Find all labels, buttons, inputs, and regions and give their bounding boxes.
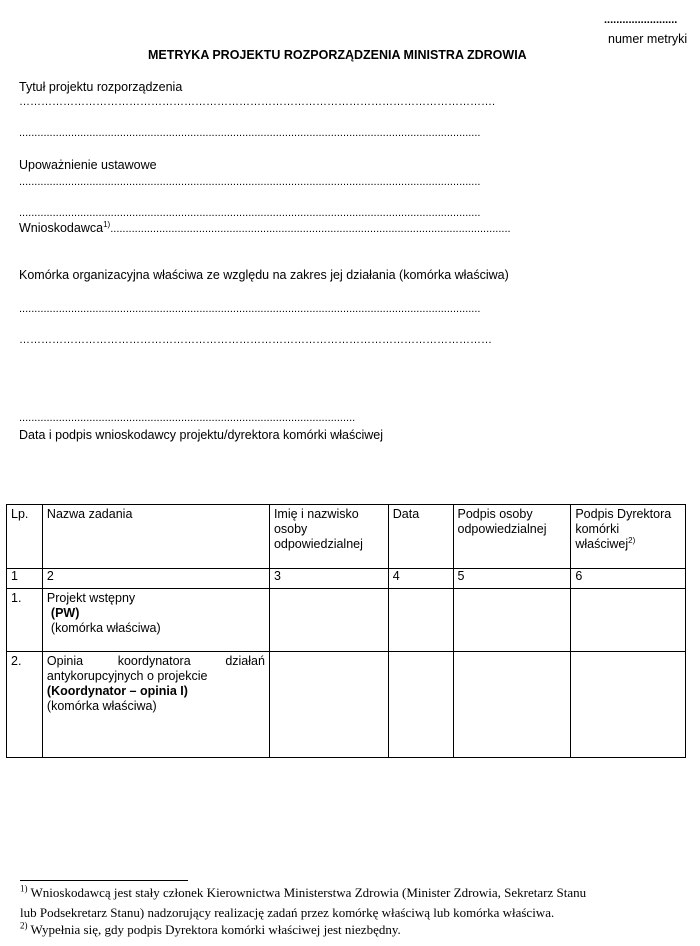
responsible-person-cell[interactable] bbox=[269, 652, 388, 758]
tasks-table bbox=[6, 504, 686, 758]
column-number: 2 bbox=[42, 569, 269, 589]
signature-cell[interactable] bbox=[453, 652, 571, 758]
director-signature-cell[interactable] bbox=[571, 652, 686, 758]
header-director-footnote-mark: 2) bbox=[628, 535, 636, 545]
task-name: Opinia koordynatora działań antykorupcyjnych o projekcie bbox=[46, 654, 265, 683]
signature-label: Data i podpis wnioskodawcy projektu/dyrektora komórki właściwej bbox=[19, 428, 384, 442]
header-director-signature bbox=[571, 505, 686, 569]
table-header-row bbox=[7, 505, 686, 569]
footnote-1-text: Wnioskodawcą jest stały członek Kierownictwa Ministerstwa Zdrowia (Minister Zdrowia, Sekretarz Stanu bbox=[30, 885, 587, 900]
signature-cell[interactable] bbox=[453, 589, 571, 652]
authorization-line-2[interactable]: ....................................................................................................................................................... bbox=[19, 207, 481, 219]
project-title-line-1[interactable]: …………………………………………………………………………………………………………………. bbox=[19, 96, 496, 108]
document-title: METRYKA PROJEKTU ROZPORZĄDZENIA MINISTRA ZDROWIA bbox=[148, 48, 527, 62]
unit-line-1[interactable]: ....................................................................................................................................................... bbox=[19, 303, 481, 315]
metric-number-dots: ........................ bbox=[604, 14, 678, 26]
task-unit: (komórka właściwa) bbox=[50, 621, 161, 635]
header-responsible-person: Imię i nazwisko osoby odpowiedzialnej bbox=[269, 505, 388, 569]
table-row bbox=[7, 652, 686, 758]
project-title-line-2[interactable]: ....................................................................................................................................................... bbox=[19, 127, 481, 139]
table-row bbox=[7, 589, 686, 652]
table-number-row bbox=[7, 569, 686, 589]
metric-number-label: numer metryki bbox=[608, 32, 688, 46]
footnote-separator bbox=[20, 880, 188, 881]
applicant-footnote-mark: 1) bbox=[103, 221, 111, 229]
header-lp: Lp. bbox=[7, 505, 43, 569]
unit-label: Komórka organizacyjna właściwa ze względu na zakres jej działania (komórka właściwa) bbox=[19, 268, 509, 282]
header-director-text: Podpis Dyrektora komórki właściwej bbox=[575, 507, 672, 551]
column-number: 1 bbox=[7, 569, 43, 589]
row-task-cell bbox=[42, 589, 269, 652]
task-code: (Koordynator – opinia I) bbox=[46, 684, 188, 698]
header-date: Data bbox=[388, 505, 453, 569]
applicant-row bbox=[19, 221, 645, 235]
authorization-label: Upoważnienie ustawowe bbox=[19, 158, 157, 172]
column-number: 6 bbox=[571, 569, 686, 589]
row-task-cell bbox=[42, 652, 269, 758]
project-title-label: Tytuł projektu rozporządzenia bbox=[19, 80, 183, 94]
column-number: 5 bbox=[453, 569, 571, 589]
unit-line-2[interactable]: ………………………………………………………………………………………………………………… bbox=[19, 334, 492, 346]
director-signature-cell[interactable] bbox=[571, 589, 686, 652]
responsible-person-cell[interactable] bbox=[269, 589, 388, 652]
authorization-line-1[interactable]: ....................................................................................................................................................... bbox=[19, 176, 481, 188]
footnote-1 bbox=[20, 885, 586, 901]
header-signature: Podpis osoby odpowiedzialnej bbox=[453, 505, 571, 569]
footnote-2-text: Wypełnia się, gdy podpis Dyrektora komórki właściwej jest niezbędny. bbox=[30, 922, 401, 937]
column-number: 3 bbox=[269, 569, 388, 589]
signature-field[interactable]: .............................................................................................................. bbox=[19, 412, 356, 424]
footnote-1-mark: 1) bbox=[20, 883, 28, 894]
applicant-label: Wnioskodawca bbox=[19, 221, 104, 235]
column-number: 4 bbox=[388, 569, 453, 589]
footnote-1-continuation: lub Podsekretarz Stanu) nadzorujący realizację zadań przez komórkę właściwą lub komórka właściwa. bbox=[20, 905, 555, 920]
row-lp: 2. bbox=[7, 652, 43, 758]
task-name: Projekt wstępny bbox=[46, 591, 136, 605]
date-cell[interactable] bbox=[388, 589, 453, 652]
footnote-2 bbox=[20, 922, 401, 938]
header-task-name: Nazwa zadania bbox=[42, 505, 269, 569]
date-cell[interactable] bbox=[388, 652, 453, 758]
task-unit: (komórka właściwa) bbox=[46, 699, 157, 713]
footnote-2-mark: 2) bbox=[20, 920, 28, 931]
task-code: (PW) bbox=[50, 606, 80, 620]
applicant-field[interactable]: ................................................................................................................................... bbox=[110, 223, 511, 235]
row-lp: 1. bbox=[7, 589, 43, 652]
